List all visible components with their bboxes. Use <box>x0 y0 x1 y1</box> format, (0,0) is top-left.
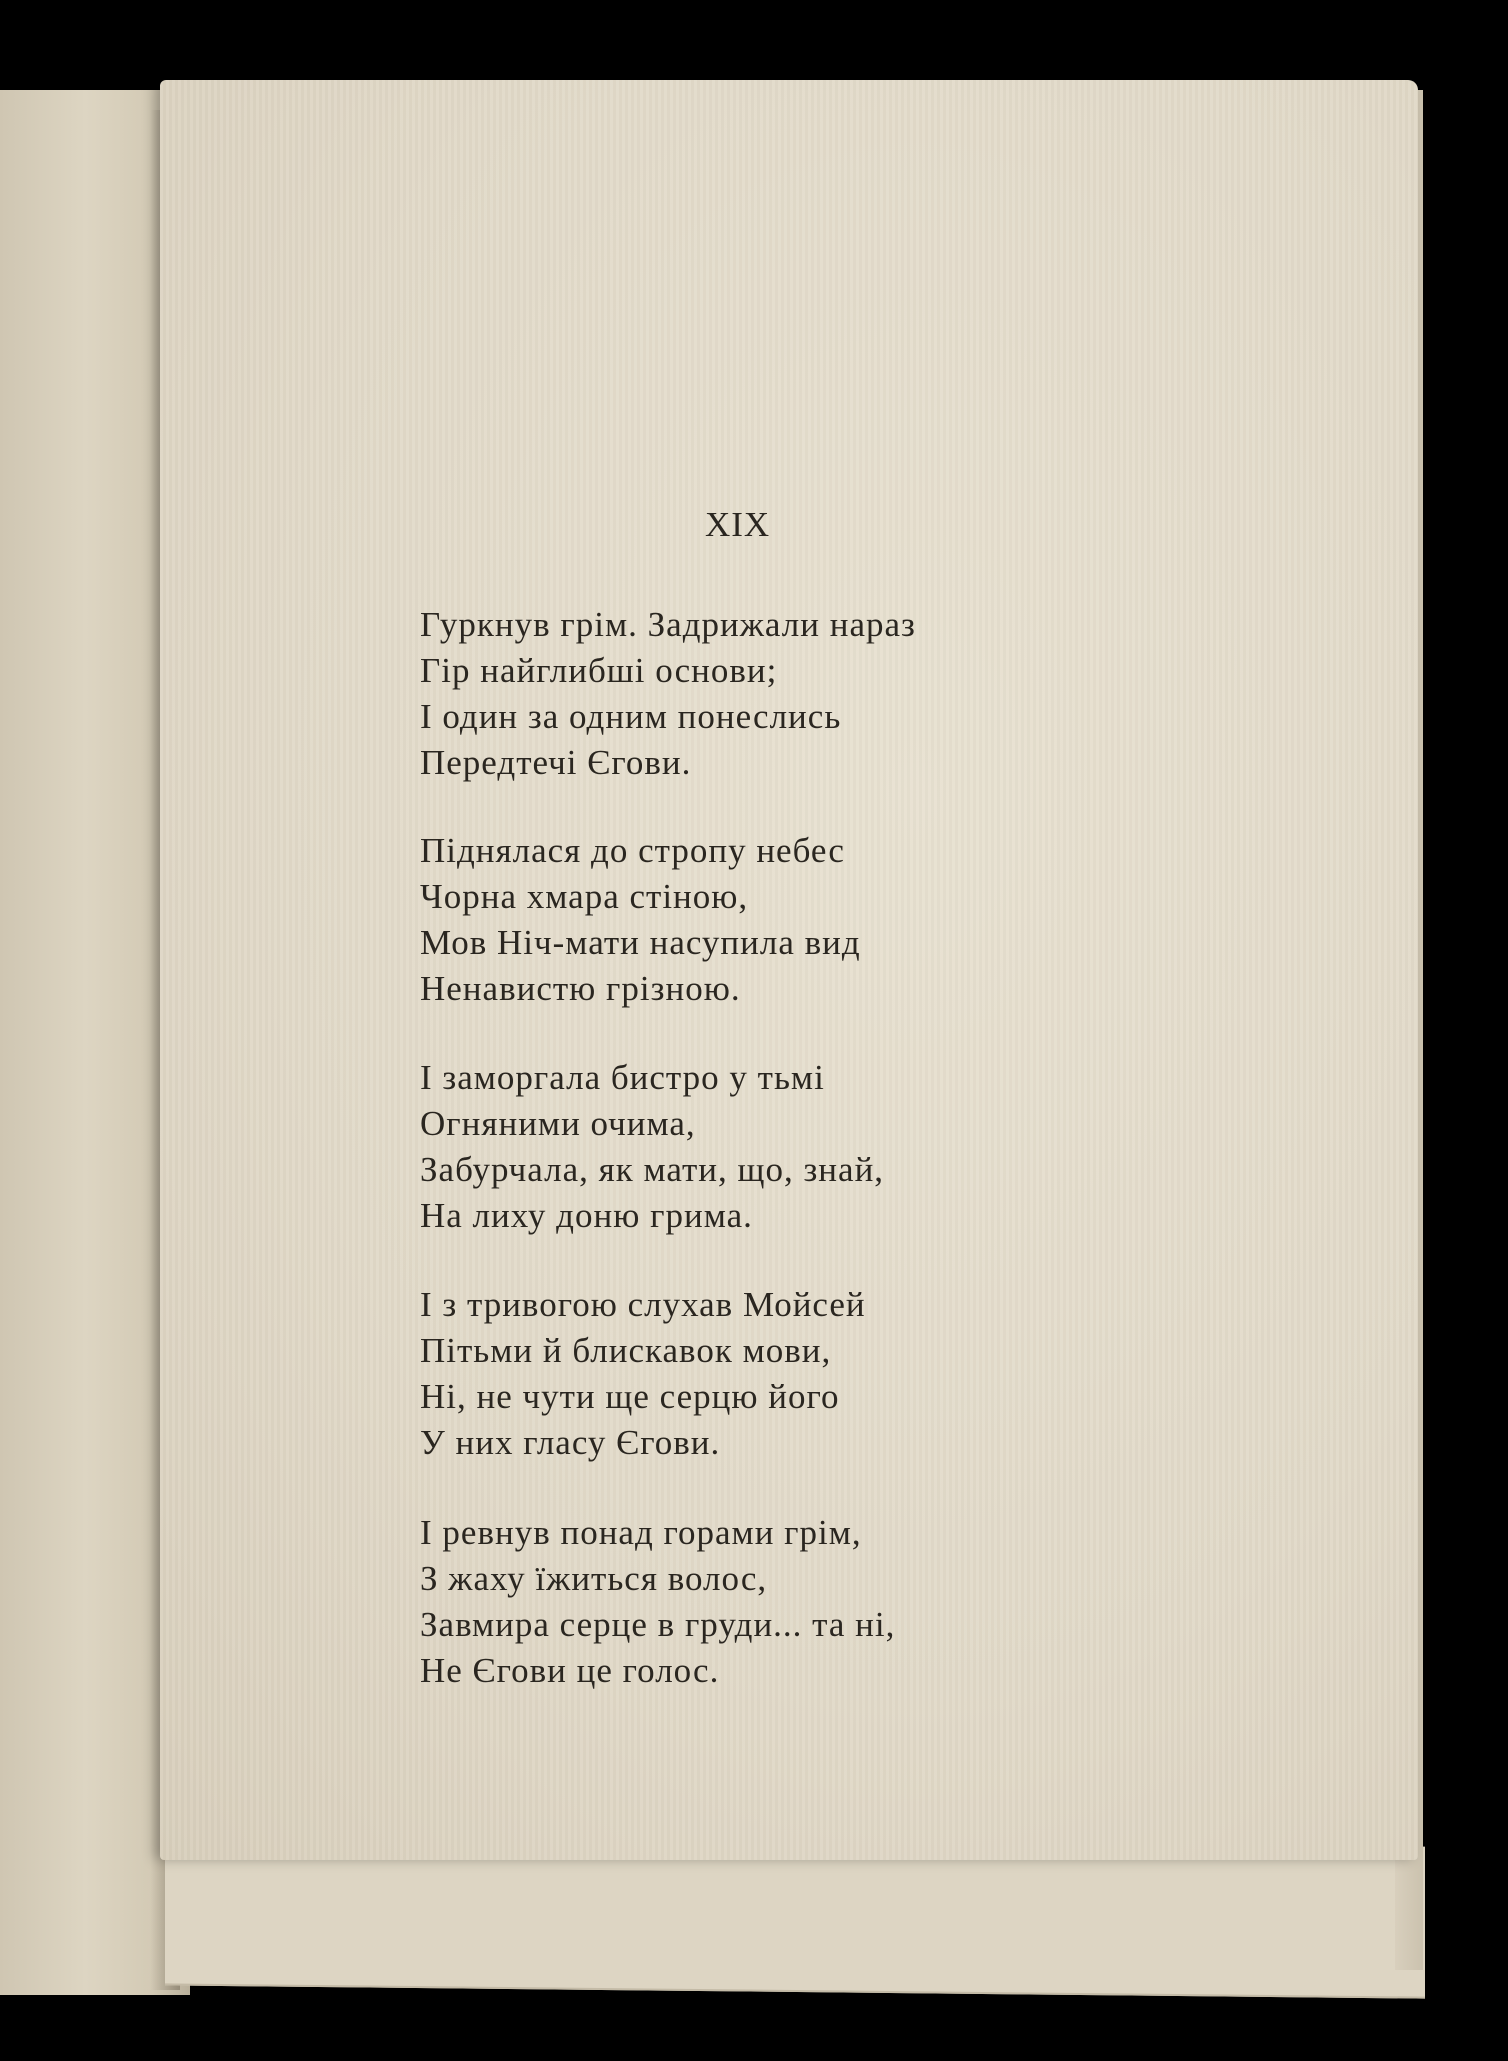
poem-line: Піднялася до стропу небес <box>420 831 845 870</box>
poem-line: Забурчала, як мати, що, знай, <box>420 1150 885 1189</box>
stanza <box>420 828 861 1012</box>
stanza <box>420 1510 895 1694</box>
poem-line: Ненавистю грізною. <box>420 969 741 1008</box>
stanza <box>420 1282 866 1466</box>
poem-line: Мов Ніч-мати насупила вид <box>420 923 861 962</box>
section-number: XIX <box>705 505 771 544</box>
poem-line: Пітьми й блискавок мови, <box>420 1331 832 1370</box>
stanza <box>420 602 916 786</box>
poem-line: І заморгала бистро у тьмі <box>420 1058 825 1097</box>
poem-line: Огняними очима, <box>420 1104 696 1143</box>
poem-line: На лиху доню грима. <box>420 1196 753 1235</box>
poem-line: З жаху їжиться волос, <box>420 1559 768 1598</box>
stanza <box>420 1055 884 1239</box>
poem-line: Ні, не чути ще серцю його <box>420 1377 840 1416</box>
poem-line: І з тривогою слухав Мойсей <box>420 1285 866 1324</box>
poem-line: І ревнув понад горами грім, <box>420 1513 862 1552</box>
poem-line: У них гласу Єгови. <box>420 1423 721 1462</box>
poem-line: Передтечі Єгови. <box>420 743 692 782</box>
poem-line: Завмира серце в груди... та ні, <box>420 1605 896 1644</box>
poem-line: І один за одним понеслись <box>420 697 842 736</box>
poem-line: Не Єгови це голос. <box>420 1651 720 1690</box>
poem-line: Гуркнув грім. Задрижали нараз <box>420 605 916 644</box>
poem-line: Чорна хмара стіною, <box>420 877 749 916</box>
poem-line: Гір найглибші основи; <box>420 651 778 690</box>
